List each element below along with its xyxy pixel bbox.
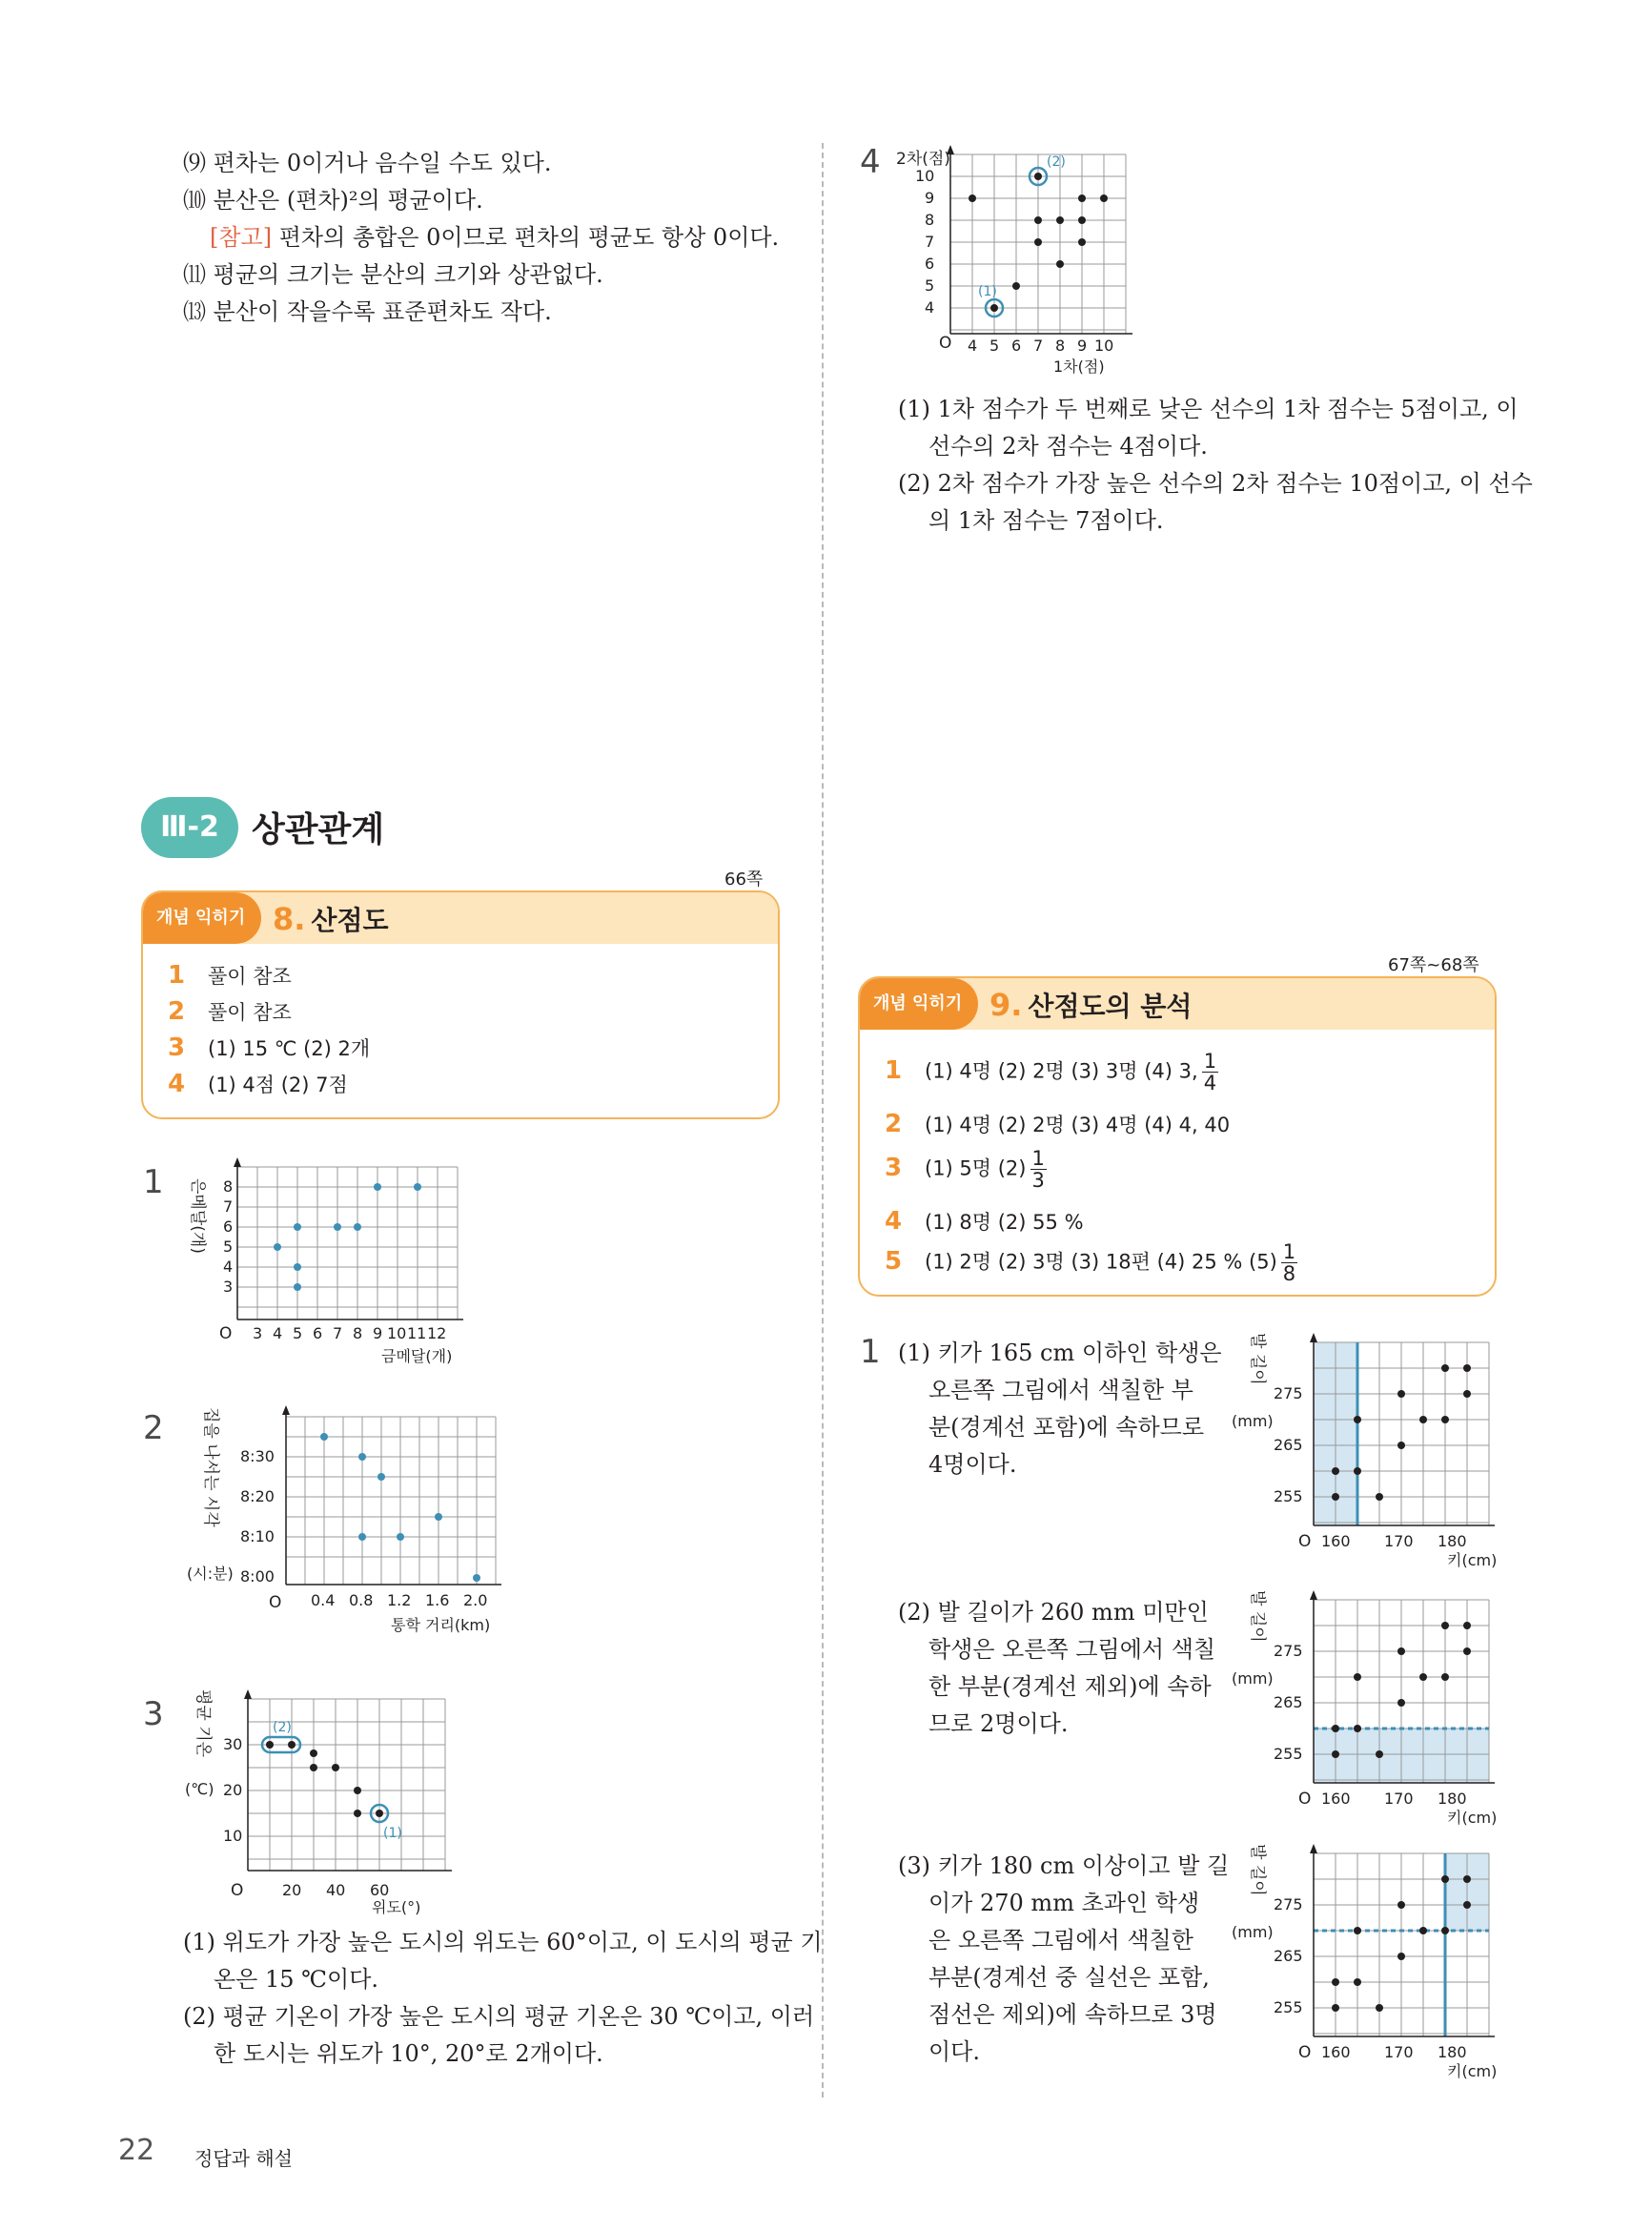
x-axis-label: 통학 거리(km) — [391, 1616, 491, 1634]
x-tick: 1.6 — [425, 1591, 450, 1609]
x-tick: 7 — [333, 1324, 343, 1342]
y-axis-label: 발 길이 — [1248, 1333, 1267, 1385]
data-point — [1354, 1416, 1361, 1423]
data-point — [266, 1741, 274, 1749]
origin-label: O — [1298, 1532, 1312, 1551]
page-number: 22 — [118, 2134, 155, 2167]
answer-row: 1 (1) 4명 (2) 2명 (3) 3명 (4) 3, $\frac{1}{4}$ — [885, 1050, 1217, 1095]
data-point — [1419, 1416, 1427, 1423]
data-point — [1441, 1673, 1449, 1681]
data-point — [1463, 1647, 1471, 1655]
section-badge: Ⅲ-2 — [141, 797, 238, 858]
x-tick: 170 — [1384, 2043, 1414, 2061]
data-point — [1441, 1416, 1449, 1423]
y-axis-label: 2차(점) — [896, 150, 950, 169]
data-point — [1354, 1927, 1361, 1934]
x-tick: 7 — [1033, 337, 1044, 355]
y-tick: 30 — [223, 1735, 243, 1753]
chart-latitude-scatter — [181, 1689, 467, 1918]
x-tick: 0.8 — [349, 1591, 374, 1609]
y-tick: 20 — [223, 1781, 243, 1799]
y-tick: 10 — [223, 1827, 243, 1845]
x-tick: 170 — [1384, 1532, 1414, 1550]
x-tick: 6 — [313, 1324, 323, 1342]
answer-row: 3 (1) 15 ℃ (2) 2개 — [168, 1033, 371, 1062]
data-point — [377, 1473, 385, 1481]
y-axis-label: 발 길이 — [1248, 1844, 1267, 1896]
data-point — [310, 1749, 317, 1757]
chart-scores-scatter — [887, 143, 1144, 381]
data-point — [320, 1433, 328, 1441]
chart-foot-length-b — [1220, 1590, 1506, 1829]
q3-explanation: (1) 위도가 가장 높은 도시의 위도는 60°이고, 이 도시의 평균 기 온은 15 ℃이다. (2) 평균 기온이 가장 높은 도시의 평균 기온은 30 ℃이고, 이러 한 도시는 위도가 10°, 20°로 2개이다. — [183, 1929, 823, 2067]
data-point — [1441, 1927, 1449, 1934]
annotation: (2) — [273, 1720, 292, 1735]
x-tick: 3 — [253, 1324, 263, 1342]
deviation-notes — [183, 145, 779, 331]
data-point — [1441, 1875, 1449, 1883]
data-point — [1463, 1364, 1471, 1372]
origin-label: O — [231, 1881, 244, 1900]
data-point — [1441, 1622, 1449, 1629]
data-point — [397, 1533, 404, 1541]
chart-foot-length-a — [1220, 1333, 1506, 1571]
y-tick: 255 — [1274, 1487, 1303, 1505]
origin-label: O — [939, 334, 952, 353]
y-tick: 8 — [925, 211, 935, 229]
y-tick: 8:30 — [240, 1447, 275, 1465]
r1c-explanation: (3) 키가 180 cm 이상이고 발 길 이가 270 mm 초과인 학생 은 오른쪽 그림에서 색칠한 부분(경계선 중 실선은 포함, 점선은 제외)에 속하므로 3명 이다. — [898, 1852, 1230, 2065]
answer-row: 5 (1) 2명 (2) 3명 (3) 18편 (4) 25 % (5) $\frac{1}{8}$ — [885, 1240, 1296, 1285]
data-point — [358, 1533, 366, 1541]
y-tick: 265 — [1274, 1436, 1303, 1454]
y-tick: 7 — [925, 233, 935, 251]
data-point — [1419, 1927, 1427, 1934]
data-point — [414, 1183, 421, 1191]
x-tick: 160 — [1321, 2043, 1351, 2061]
section-title: 상관관계 — [252, 810, 385, 849]
data-point — [1332, 1978, 1339, 1986]
data-point — [332, 1764, 339, 1771]
data-point — [1419, 1673, 1427, 1681]
r1b-explanation: (2) 발 길이가 260 mm 미만인 학생은 오른쪽 그림에서 색칠 한 부분(경계선 제외)에 속하 므로 2명이다. — [898, 1599, 1216, 1737]
data-point — [1078, 238, 1086, 246]
x-tick: 10 — [387, 1324, 407, 1342]
data-point — [1397, 1390, 1405, 1398]
data-point — [990, 304, 998, 312]
x-tick: 20 — [282, 1881, 302, 1899]
y-tick: 9 — [925, 189, 935, 207]
origin-label: O — [269, 1593, 282, 1612]
x-tick: 9 — [373, 1324, 383, 1342]
concept-box-9 — [858, 976, 1497, 1297]
data-point — [354, 1787, 361, 1794]
x-tick: 160 — [1321, 1532, 1351, 1550]
data-point — [1332, 1493, 1339, 1501]
data-point — [1056, 216, 1064, 224]
y-tick: 4 — [925, 298, 935, 317]
data-point — [354, 1810, 361, 1817]
data-point — [1463, 1390, 1471, 1398]
y-tick: 275 — [1274, 1384, 1303, 1402]
y-axis-label: 평균 기온 — [194, 1689, 213, 1758]
data-point — [1463, 1901, 1471, 1909]
chart-commute-scatter — [181, 1403, 524, 1651]
box-header — [143, 892, 778, 944]
x-tick: 0.4 — [311, 1591, 336, 1609]
question-number: 1 — [143, 1163, 164, 1201]
x-axis-label: 위도(°) — [372, 1898, 421, 1916]
q4-explanation: (1) 1차 점수가 두 번째로 낮은 선수의 1차 점수는 5점이고, 이 선수의 2차 점수는 4점이다. (2) 2차 점수가 가장 높은 선수의 2차 점수는 10점이고, 이 선수 의 1차 점수는 7점이다. — [898, 396, 1533, 534]
y-tick: 255 — [1274, 1998, 1303, 2016]
annotation: (1) — [383, 1826, 402, 1841]
x-tick: 6 — [1011, 337, 1022, 355]
x-axis-label: 키(cm) — [1447, 1809, 1498, 1827]
y-unit-label: (mm) — [1232, 1669, 1274, 1688]
concept-box-8 — [141, 890, 780, 1119]
y-tick: 275 — [1274, 1642, 1303, 1660]
data-point — [1034, 216, 1042, 224]
box-header — [860, 978, 1495, 1030]
data-point — [1463, 1622, 1471, 1629]
data-point — [310, 1764, 317, 1771]
data-point — [288, 1741, 296, 1749]
y-tick: 3 — [223, 1278, 234, 1296]
y-tick: 4 — [223, 1258, 234, 1276]
data-point — [358, 1453, 366, 1461]
x-axis-label: 1차(점) — [1053, 358, 1105, 376]
origin-label: O — [1298, 2043, 1312, 2062]
x-tick: 5 — [293, 1324, 303, 1342]
answer-row: 1 풀이 참조 — [168, 961, 292, 990]
data-point — [473, 1574, 480, 1582]
data-point — [1332, 2004, 1339, 2012]
x-tick: 40 — [326, 1881, 346, 1899]
x-tick: 170 — [1384, 1790, 1414, 1808]
x-tick: 5 — [989, 337, 1000, 355]
note-11: ⑾ 평균의 크기는 분산의 크기와 상관없다. — [183, 261, 603, 288]
fraction: $\frac{1}{4}$ — [1203, 1050, 1217, 1095]
x-tick: 180 — [1438, 2043, 1467, 2061]
data-point — [1376, 2004, 1383, 2012]
data-point — [294, 1283, 301, 1291]
y-tick: 255 — [1274, 1745, 1303, 1763]
question-number: 4 — [860, 143, 881, 181]
y-tick: 8:10 — [240, 1527, 275, 1545]
x-tick: 9 — [1077, 337, 1088, 355]
data-point — [1397, 1953, 1405, 1960]
y-axis-label: 은메달(개) — [188, 1178, 207, 1254]
chart-medals-scatter — [181, 1157, 496, 1367]
y-tick: 10 — [915, 167, 935, 185]
concept-tag: 개념 익히기 — [860, 978, 978, 1030]
note-9: ⑼ 편차는 0이거나 음수일 수도 있다. — [183, 150, 552, 176]
x-tick: 12 — [427, 1324, 447, 1342]
question-number: 1 — [860, 1333, 881, 1371]
x-tick: 2.0 — [463, 1591, 488, 1609]
x-tick: 10 — [1094, 337, 1114, 355]
y-unit-label: (mm) — [1232, 1923, 1274, 1941]
data-point — [1376, 1493, 1383, 1501]
box-title: 9. 산점도의 분석 — [989, 987, 1193, 1023]
y-tick: 5 — [223, 1238, 234, 1256]
y-axis-label: 발 길이 — [1248, 1590, 1267, 1643]
answer-row: 2 (1) 4명 (2) 2명 (3) 4명 (4) 4, 40 — [885, 1110, 1231, 1138]
data-point — [1397, 1699, 1405, 1707]
x-axis-label: 키(cm) — [1447, 2062, 1498, 2080]
page-ref: 67쪽~68쪽 — [1388, 955, 1479, 975]
x-tick: 60 — [370, 1881, 390, 1899]
y-tick: 8 — [223, 1177, 234, 1196]
concept-tag: 개념 익히기 — [143, 892, 261, 944]
column-divider — [822, 143, 824, 2097]
data-point — [1463, 1875, 1471, 1883]
data-point — [1354, 1978, 1361, 1986]
note-ref: [참고] 편차의 총합은 0이므로 편차의 평균도 항상 0이다. — [210, 224, 780, 251]
x-axis-label: 키(cm) — [1447, 1551, 1498, 1569]
footer-title: 정답과 해설 — [194, 2147, 293, 2170]
data-point — [334, 1223, 341, 1231]
data-point — [1100, 194, 1108, 202]
data-point — [374, 1183, 381, 1191]
x-tick: 8 — [353, 1324, 363, 1342]
data-point — [1354, 1467, 1361, 1475]
question-number: 2 — [143, 1409, 164, 1447]
y-tick: 275 — [1274, 1895, 1303, 1913]
y-tick: 265 — [1274, 1693, 1303, 1711]
note-10: ⑽ 분산은 (편차)²의 평균이다. — [183, 187, 483, 214]
fraction: $\frac{1}{8}$ — [1282, 1240, 1296, 1285]
data-point — [274, 1243, 281, 1251]
data-point — [1332, 1467, 1339, 1475]
x-tick: 180 — [1438, 1790, 1467, 1808]
origin-label: O — [219, 1324, 233, 1343]
data-point — [1376, 1750, 1383, 1758]
data-point — [1354, 1725, 1361, 1732]
data-point — [1034, 238, 1042, 246]
data-point — [1441, 1364, 1449, 1372]
data-point — [294, 1263, 301, 1271]
data-point — [294, 1223, 301, 1231]
data-point — [1056, 260, 1064, 268]
x-tick: 4 — [273, 1324, 283, 1342]
x-tick: 1.2 — [387, 1591, 412, 1609]
r1a-explanation: (1) 키가 165 cm 이하인 학생은 오른쪽 그림에서 색칠한 부 분(경계선 포함)에 속하므로 4명이다. — [898, 1340, 1222, 1478]
data-point — [1012, 282, 1020, 290]
y-unit-label: (시:분) — [187, 1565, 234, 1583]
y-tick: 8:00 — [240, 1567, 275, 1586]
annotation: (2) — [1047, 154, 1066, 170]
data-point — [1397, 1901, 1405, 1909]
data-point — [435, 1513, 442, 1521]
data-point — [1332, 1725, 1339, 1732]
x-tick: 11 — [407, 1324, 427, 1342]
y-tick: 7 — [223, 1197, 234, 1216]
x-tick: 180 — [1438, 1532, 1467, 1550]
data-point — [1354, 1673, 1361, 1681]
x-axis-label: 금메달(개) — [381, 1347, 453, 1365]
answer-row: 4 (1) 4점 (2) 7점 — [168, 1070, 348, 1098]
fraction: $\frac{1}{3}$ — [1031, 1147, 1045, 1192]
note-13: ⒀ 분산이 작을수록 표준편차도 작다. — [183, 298, 552, 325]
answer-row: 4 (1) 8명 (2) 55 % — [885, 1207, 1084, 1236]
data-point — [1397, 1442, 1405, 1449]
answer-row: 3 (1) 5명 (2) $\frac{1}{3}$ — [885, 1147, 1045, 1192]
data-point — [1332, 1750, 1339, 1758]
data-point — [1078, 216, 1086, 224]
data-point — [1397, 1647, 1405, 1655]
annotation: (1) — [978, 284, 997, 299]
data-point — [1078, 194, 1086, 202]
box-title: 8. 산점도 — [273, 901, 389, 937]
y-unit-label: (℃) — [185, 1780, 214, 1798]
y-tick: 5 — [925, 276, 935, 295]
data-point — [354, 1223, 361, 1231]
data-point — [376, 1810, 383, 1817]
y-tick: 265 — [1274, 1947, 1303, 1965]
origin-label: O — [1298, 1790, 1312, 1809]
chart-foot-length-c — [1220, 1844, 1506, 2082]
answer-row: 2 풀이 참조 — [168, 997, 292, 1026]
page-ref: 66쪽 — [724, 869, 764, 890]
y-unit-label: (mm) — [1232, 1412, 1274, 1430]
x-tick: 8 — [1055, 337, 1066, 355]
data-point — [969, 194, 976, 202]
y-tick: 6 — [223, 1217, 234, 1236]
y-tick: 8:20 — [240, 1487, 275, 1505]
y-tick: 6 — [925, 255, 935, 273]
x-tick: 4 — [968, 337, 978, 355]
y-axis-label: 집을 나서는 시각 — [201, 1407, 220, 1527]
question-number: 3 — [143, 1695, 164, 1733]
data-point — [1034, 173, 1042, 180]
x-tick: 160 — [1321, 1790, 1351, 1808]
